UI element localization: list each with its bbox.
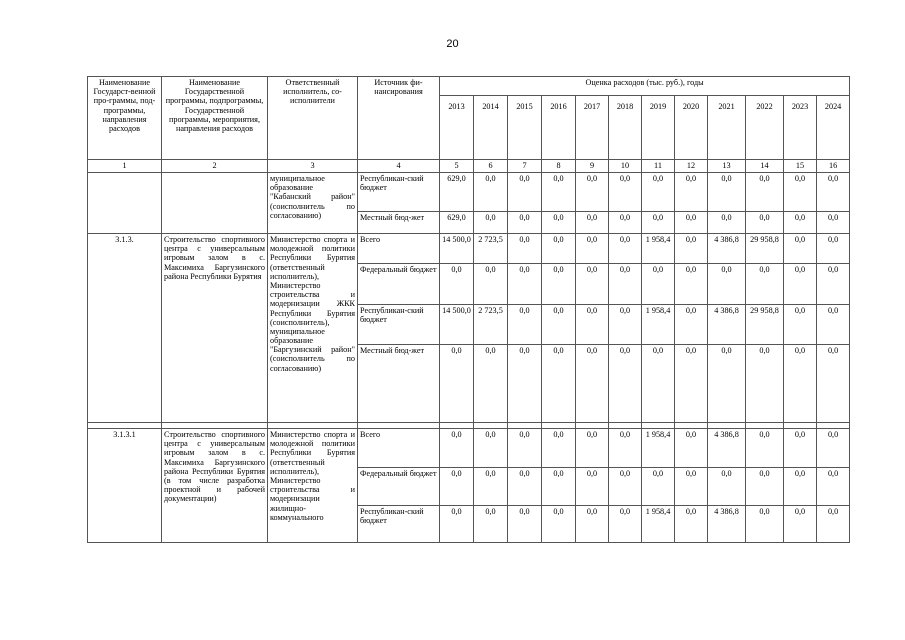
header-year: 2024 (817, 96, 850, 160)
value-cell: 0,0 (609, 468, 642, 506)
value-cell: 0,0 (642, 212, 675, 234)
value-cell: 0,0 (576, 234, 609, 264)
value-cell: 0,0 (609, 345, 642, 423)
value-cell: 0,0 (784, 212, 817, 234)
value-cell: 0,0 (508, 305, 542, 345)
value-cell: 0,0 (746, 173, 784, 212)
column-index: 16 (817, 160, 850, 173)
funding-source: Республикан-ский бюджет (358, 305, 440, 345)
header-year: 2015 (508, 96, 542, 160)
value-cell: 14 500,0 (440, 305, 474, 345)
page-number: 20 (446, 38, 459, 50)
header-year: 2018 (609, 96, 642, 160)
column-index: 15 (784, 160, 817, 173)
value-cell: 0,0 (784, 429, 817, 468)
header-year: 2021 (708, 96, 746, 160)
value-cell: 0,0 (675, 264, 708, 305)
value-cell: 0,0 (508, 234, 542, 264)
header-year: 2022 (746, 96, 784, 160)
value-cell: 0,0 (642, 264, 675, 305)
value-cell: 0,0 (746, 212, 784, 234)
value-cell: 0,0 (817, 468, 850, 506)
value-cell: 0,0 (576, 264, 609, 305)
column-index: 11 (642, 160, 675, 173)
value-cell: 0,0 (576, 212, 609, 234)
value-cell: 0,0 (440, 345, 474, 423)
column-index: 8 (542, 160, 576, 173)
value-cell: 0,0 (784, 468, 817, 506)
value-cell: 0,0 (609, 234, 642, 264)
value-cell: 0,0 (746, 264, 784, 305)
value-cell: 0,0 (440, 506, 474, 543)
value-cell: 0,0 (542, 264, 576, 305)
funding-source: Республикан-ский бюджет (358, 173, 440, 212)
value-cell: 0,0 (817, 506, 850, 543)
value-cell: 0,0 (609, 506, 642, 543)
value-cell: 0,0 (609, 429, 642, 468)
value-cell: 0,0 (708, 173, 746, 212)
value-cell: 0,0 (508, 345, 542, 423)
header-year: 2013 (440, 96, 474, 160)
header-year: 2020 (675, 96, 708, 160)
value-cell: 2 723,5 (474, 305, 508, 345)
table-row (88, 429, 850, 468)
item-name (162, 173, 268, 234)
header-executor: Ответственный исполнитель, со-исполнители (268, 77, 358, 160)
item-code (88, 173, 162, 234)
value-cell: 0,0 (440, 264, 474, 305)
header-name: Наименование Государственной программы, подпрограммы, Государственной программы, мероприятия, направления расходов (162, 77, 268, 160)
value-cell: 0,0 (474, 173, 508, 212)
column-index: 1 (88, 160, 162, 173)
value-cell: 0,0 (609, 212, 642, 234)
value-cell: 0,0 (784, 305, 817, 345)
value-cell: 0,0 (576, 506, 609, 543)
item-executor: муниципальное образование "Кабанский район" (соисполнитель по согласованию) (268, 173, 358, 234)
column-index: 13 (708, 160, 746, 173)
value-cell: 0,0 (542, 345, 576, 423)
value-cell: 0,0 (474, 345, 508, 423)
value-cell: 0,0 (708, 212, 746, 234)
item-code: 3.1.3.1 (88, 429, 162, 543)
header-row (88, 77, 850, 96)
value-cell: 4 386,8 (708, 429, 746, 468)
value-cell: 0,0 (746, 468, 784, 506)
value-cell: 629,0 (440, 212, 474, 234)
value-cell: 0,0 (508, 506, 542, 543)
funding-source: Всего (358, 429, 440, 468)
value-cell: 0,0 (576, 345, 609, 423)
column-index: 12 (675, 160, 708, 173)
table-row (88, 173, 850, 212)
value-cell: 0,0 (784, 234, 817, 264)
value-cell: 0,0 (708, 468, 746, 506)
value-cell: 0,0 (576, 305, 609, 345)
table-row (88, 234, 850, 264)
value-cell: 0,0 (675, 345, 708, 423)
value-cell: 0,0 (609, 173, 642, 212)
item-code: 3.1.3. (88, 234, 162, 423)
column-index: 3 (268, 160, 358, 173)
value-cell: 4 386,8 (708, 506, 746, 543)
header-year: 2014 (474, 96, 508, 160)
header-year: 2017 (576, 96, 609, 160)
value-cell: 0,0 (817, 264, 850, 305)
item-name: Строительство спортивного центра с универсальным игровым залом в с. Максимиха Баргузинского района Республики Бурятия (в том числе разработка проектной и рабочей документации) (162, 429, 268, 543)
value-cell: 0,0 (708, 264, 746, 305)
value-cell: 0,0 (746, 345, 784, 423)
value-cell: 0,0 (542, 234, 576, 264)
value-cell: 29 958,8 (746, 234, 784, 264)
value-cell: 2 723,5 (474, 234, 508, 264)
header-year: 2023 (784, 96, 817, 160)
column-index-row (88, 160, 850, 173)
value-cell: 0,0 (817, 345, 850, 423)
column-index: 10 (609, 160, 642, 173)
value-cell: 0,0 (817, 173, 850, 212)
expenditure-table (87, 76, 850, 543)
value-cell: 0,0 (675, 173, 708, 212)
value-cell: 0,0 (784, 264, 817, 305)
header-source: Источник фи-нансирования (358, 77, 440, 160)
value-cell: 4 386,8 (708, 234, 746, 264)
value-cell: 0,0 (746, 506, 784, 543)
column-index: 5 (440, 160, 474, 173)
column-index: 2 (162, 160, 268, 173)
funding-source: Местный бюд-жет (358, 212, 440, 234)
funding-source: Всего (358, 234, 440, 264)
value-cell: 0,0 (675, 506, 708, 543)
value-cell: 0,0 (817, 305, 850, 345)
value-cell: 0,0 (474, 506, 508, 543)
value-cell: 0,0 (817, 429, 850, 468)
value-cell: 0,0 (508, 173, 542, 212)
value-cell: 0,0 (542, 212, 576, 234)
value-cell: 1 958,4 (642, 305, 675, 345)
item-executor: Министерство спорта и молодежной политики Республики Бурятия (ответственный исполнитель), Министерство строительства и модернизации жилищно-коммунального (268, 429, 358, 543)
item-name: Строительство спортивного центра с универсальным игровым залом в с. Максимиха Баргузинского района Республики Бурятия (162, 234, 268, 423)
value-cell: 0,0 (642, 173, 675, 212)
value-cell: 0,0 (474, 468, 508, 506)
funding-source: Республикан-ский бюджет (358, 506, 440, 543)
header-expense-estimate: Оценка расходов (тыс. руб.), годы (440, 77, 850, 96)
value-cell: 0,0 (708, 345, 746, 423)
funding-source: Местный бюд-жет (358, 345, 440, 423)
value-cell: 0,0 (440, 429, 474, 468)
value-cell: 0,0 (508, 429, 542, 468)
value-cell: 1 958,4 (642, 506, 675, 543)
value-cell: 0,0 (784, 345, 817, 423)
value-cell: 0,0 (542, 429, 576, 468)
value-cell: 0,0 (474, 429, 508, 468)
value-cell: 0,0 (675, 305, 708, 345)
value-cell: 0,0 (784, 506, 817, 543)
value-cell: 0,0 (508, 264, 542, 305)
value-cell: 0,0 (642, 468, 675, 506)
header-year: 2016 (542, 96, 576, 160)
value-cell: 0,0 (817, 234, 850, 264)
column-index: 6 (474, 160, 508, 173)
value-cell: 0,0 (642, 345, 675, 423)
value-cell: 1 958,4 (642, 429, 675, 468)
value-cell: 0,0 (508, 468, 542, 506)
value-cell: 1 958,4 (642, 234, 675, 264)
value-cell: 29 958,8 (746, 305, 784, 345)
item-executor: Министерство спорта и молодежной политики Республики Бурятия (ответственный исполнитель), Министерство строительства и модернизации ЖКК Республики Бурятия (соисполнитель), муниципальное образование "Баргузинский район" (соисполнитель по согласованию) (268, 234, 358, 423)
value-cell: 0,0 (440, 468, 474, 506)
value-cell: 629,0 (440, 173, 474, 212)
column-index: 7 (508, 160, 542, 173)
funding-source: Федеральный бюджет (358, 468, 440, 506)
value-cell: 0,0 (576, 468, 609, 506)
value-cell: 0,0 (474, 264, 508, 305)
value-cell: 0,0 (675, 212, 708, 234)
value-cell: 0,0 (784, 173, 817, 212)
value-cell: 0,0 (542, 506, 576, 543)
column-index: 9 (576, 160, 609, 173)
value-cell: 0,0 (817, 212, 850, 234)
value-cell: 0,0 (675, 468, 708, 506)
value-cell: 0,0 (609, 305, 642, 345)
value-cell: 0,0 (675, 234, 708, 264)
value-cell: 0,0 (576, 429, 609, 468)
header-program: Наименование Государст-венной про-граммы, под-программы, направления расходов (88, 77, 162, 160)
value-cell: 0,0 (542, 468, 576, 506)
column-index: 4 (358, 160, 440, 173)
value-cell: 0,0 (508, 212, 542, 234)
value-cell: 0,0 (542, 173, 576, 212)
funding-source: Федеральный бюджет (358, 264, 440, 305)
header-year: 2019 (642, 96, 675, 160)
value-cell: 0,0 (609, 264, 642, 305)
value-cell: 0,0 (746, 429, 784, 468)
column-index: 14 (746, 160, 784, 173)
value-cell: 4 386,8 (708, 305, 746, 345)
value-cell: 0,0 (675, 429, 708, 468)
value-cell: 0,0 (542, 305, 576, 345)
value-cell: 14 500,0 (440, 234, 474, 264)
value-cell: 0,0 (474, 212, 508, 234)
value-cell: 0,0 (576, 173, 609, 212)
